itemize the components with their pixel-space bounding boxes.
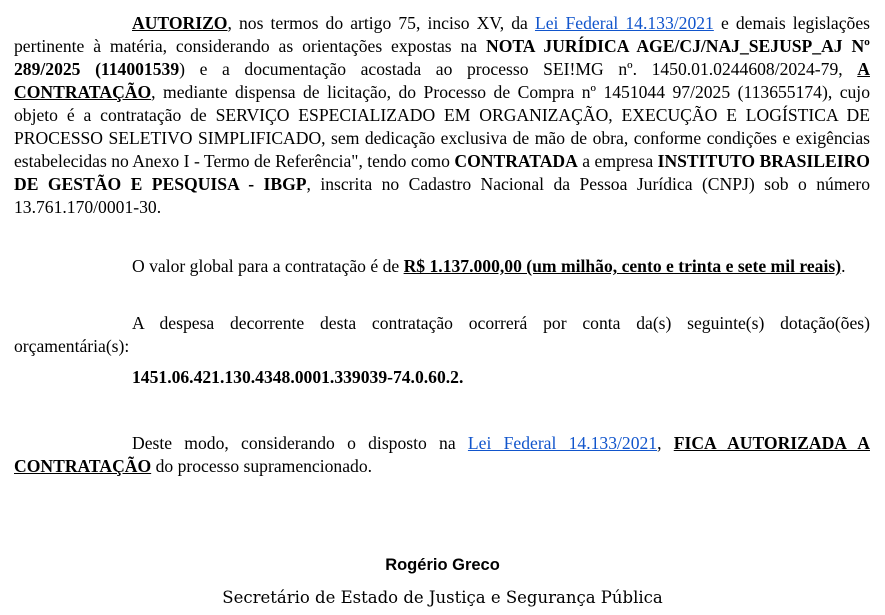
conclusion-paragraph	[14, 432, 870, 478]
text-segment: , mediante dispensa de licitação, do Processo de Compra nº 1451044 97/2025 (113655174), cujo objeto é a contratação de SERVIÇO ESPECIALIZADO EM ORGANIZAÇÃO, EXECUÇÃO E LOGÍSTICA DE PROCESSO SELETIVO SIMPLIFICADO, sem dedicação exclusiva de mão de obra, conforme condições e exigências estabelecidas no Anexo I - Termo de Referência", tendo como	[14, 82, 870, 171]
value-paragraph	[14, 255, 870, 278]
expense-paragraph: A despesa decorrente desta contratação ocorrerá por conta da(s) seguinte(s) dotação(ões) orçamentária(s):	[14, 313, 870, 356]
contracted-label: CONTRATADA	[454, 151, 578, 171]
authorization-paragraph	[14, 12, 870, 219]
text-segment: do processo supramencionado.	[151, 456, 373, 476]
budget-allocation: 1451.06.421.130.4348.0001.339039-74.0.60.2.	[132, 367, 464, 387]
authorize-keyword: AUTORIZO	[132, 13, 228, 33]
text-segment: e demais legislações pertinente à matéria, considerando as orientações expostas na	[14, 13, 870, 56]
law-link[interactable]: Lei Federal 14.133/2021	[534, 13, 714, 33]
text-segment: Deste modo, considerando o disposto na	[132, 433, 468, 453]
legal-note-reference: NOTA JURÍDICA AGE/CJ/NAJ_SEJUSP_AJ Nº 289/2025 (114001539	[14, 36, 870, 79]
law-link[interactable]: Lei Federal 14.133/2021	[467, 433, 658, 453]
signatory-role: Secretário de Estado de Justiça e Segurança Pública	[222, 588, 663, 607]
signatory-name: Rogério Greco	[385, 556, 500, 574]
text-segment: ,	[657, 433, 674, 453]
text-segment: , nos termos do artigo 75, inciso XV, da	[227, 13, 535, 33]
text-segment: , inscrita no Cadastro Nacional da Pessoa Jurídica (CNPJ) sob o número 13.761.170/0001-30.	[14, 174, 870, 217]
text-segment: ) e a documentação acostada ao processo SEI!MG nº. 1450.01.0244608/2024-79,	[179, 59, 858, 79]
text-segment: O valor global para a contratação é de	[132, 256, 404, 276]
company-name: INSTITUTO BRASILEIRO DE GESTÃO E PESQUISA - IBGP	[14, 151, 870, 194]
text-segment: .	[841, 256, 846, 276]
text-segment: a empresa	[577, 151, 658, 171]
authorized-keyword: FICA AUTORIZADA A CONTRATAÇÃO	[14, 433, 870, 476]
contracting-keyword: A CONTRATAÇÃO	[14, 59, 870, 102]
contract-value: R$ 1.137.000,00 (um milhão, cento e trinta e sete mil reais)	[403, 256, 842, 276]
